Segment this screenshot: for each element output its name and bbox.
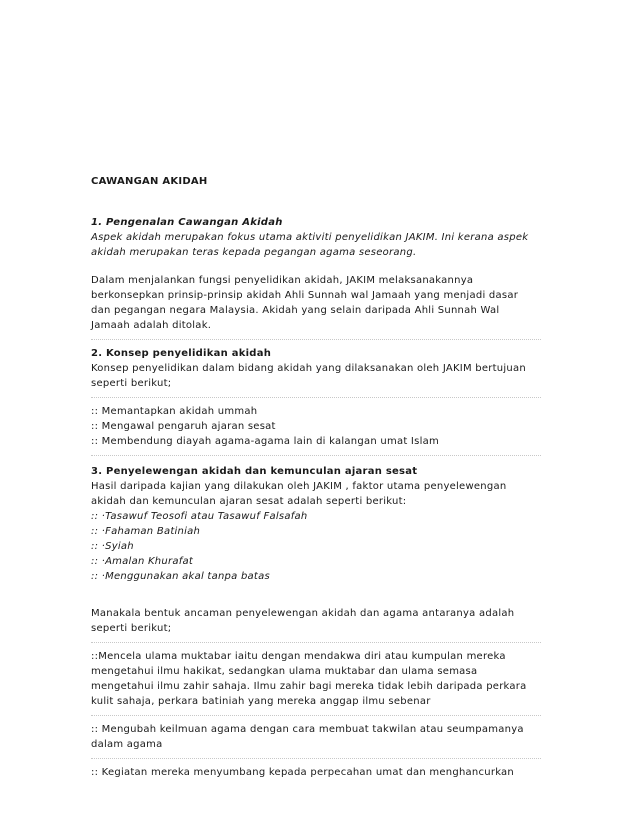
- divider: [91, 455, 541, 456]
- section-3-paragraph-4: :: Mengubah keilmuan agama dengan cara membuat takwilan atau seumpamanya dalam agama: [91, 724, 524, 750]
- section-3-paragraph-5: :: Kegiatan mereka menyumbang kepada perpecahan umat dan menghancurkan: [91, 767, 515, 778]
- section-3-paragraph-3: ::Mencela ulama muktabar iaitu dengan mendakwa diri atau kumpulan mereka mengetahui ilmu hakikat, sedangkan ulama muktabar dan ulama semasa mengetahui ilmu zahir sahaja. Ilmu zahir bagi mereka tidak lebih daripada perkara kulit sahaja, perkara batiniah yang mereka anggap ilmu sebenar: [91, 651, 527, 707]
- list-item: :: ·Tasawuf Teosofi atau Tasawuf Falsafah: [91, 511, 308, 522]
- document-title: CAWANGAN AKIDAH: [91, 176, 208, 187]
- section-3-list: [91, 509, 541, 584]
- section-2-title: 2. Konsep penyelidikan akidah: [91, 348, 272, 359]
- section-3-paragraph-1: Hasil daripada kajian yang dilakukan oleh JAKIM , faktor utama penyelewengan akidah dan kemunculan ajaran sesat adalah seperti berikut:: [91, 481, 507, 507]
- section-3: [91, 464, 541, 584]
- document-page: [91, 174, 541, 780]
- list-item: :: Membendung diayah agama-agama lain di kalangan umat Islam: [91, 436, 439, 447]
- list-item: :: ·Menggunakan akal tanpa batas: [91, 571, 270, 582]
- divider: [91, 715, 541, 716]
- section-1: [91, 215, 541, 260]
- section-1-paragraph-2: Dalam menjalankan fungsi penyelidikan akidah, JAKIM melaksanakannya berkonsepkan prinsip-prinsip akidah Ahli Sunnah wal Jamaah yang menjadi dasar dan pegangan negara Malaysia. Akidah yang selain daripada Ahli Sunnah Wal Jamaah adalah ditolak.: [91, 275, 519, 331]
- section-3-paragraph-2: Manakala bentuk ancaman penyelewengan akidah dan agama antaranya adalah seperti berikut;: [91, 608, 515, 634]
- list-item: :: ·Amalan Khurafat: [91, 556, 194, 567]
- divider: [91, 397, 541, 398]
- section-2: [91, 346, 541, 391]
- list-item: :: ·Fahaman Batiniah: [91, 526, 201, 537]
- section-1-paragraph-1: Aspek akidah merupakan fokus utama aktiviti penyelidikan JAKIM. Ini kerana aspek akidah merupakan teras kepada pegangan agama seseorang.: [91, 232, 529, 258]
- divider: [91, 339, 541, 340]
- section-1-title: 1. Pengenalan Cawangan Akidah: [91, 217, 283, 228]
- section-2-list: [91, 404, 541, 449]
- section-2-paragraph-1: Konsep penyelidikan dalam bidang akidah yang dilaksanakan oleh JAKIM bertujuan seperti berikut;: [91, 363, 526, 389]
- divider: [91, 642, 541, 643]
- list-item: :: Memantapkan akidah ummah: [91, 406, 258, 417]
- section-3-title: 3. Penyelewengan akidah dan kemunculan ajaran sesat: [91, 466, 418, 477]
- list-item: :: ·Syiah: [91, 541, 134, 552]
- spacer: [91, 584, 541, 606]
- divider: [91, 758, 541, 759]
- list-item: :: Mengawal pengaruh ajaran sesat: [91, 421, 276, 432]
